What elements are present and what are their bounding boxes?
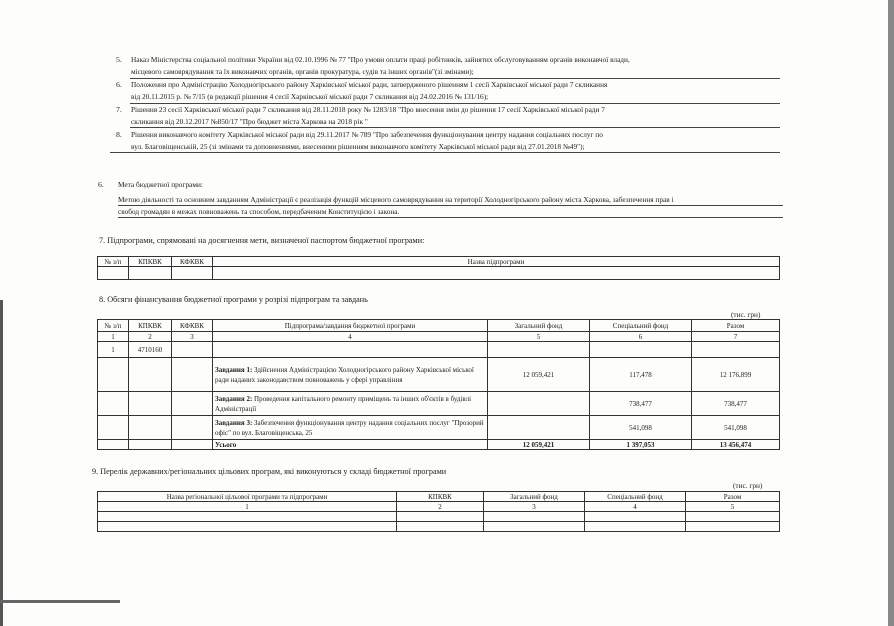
scan-edge-mark <box>0 300 3 626</box>
total-special-fund: 1 397,053 <box>590 440 692 450</box>
column-number: 5 <box>488 332 590 342</box>
header-cell: № з/п <box>98 257 129 267</box>
financing-title: 8. Обсяги фінансування бюджетної програми у розрізі підпрограм та завдань <box>99 295 368 304</box>
empty-cell <box>686 522 780 532</box>
subprograms-table <box>97 256 780 280</box>
column-number: 3 <box>172 332 213 342</box>
financing-table <box>97 319 780 450</box>
unit-label: (тис. грн) <box>731 310 761 319</box>
row-number: 1 <box>98 342 129 358</box>
unit-label: (тис. грн) <box>733 481 763 490</box>
column-number: 4 <box>585 502 686 512</box>
total-general-fund: 12 059,421 <box>488 440 590 450</box>
header-cell: КФКВК <box>172 320 213 332</box>
column-number: 6 <box>590 332 692 342</box>
empty-cell <box>172 267 213 280</box>
empty-cell <box>129 267 172 280</box>
header-cell: Підпрограма/завдання бюджетної програми <box>213 320 488 332</box>
task-text: Забезпечення функціонування центру надання соціальних послуг "Прозорий офіс" по вул. Благовіщенська, 25 <box>215 418 484 437</box>
scan-edge-mark <box>0 600 120 603</box>
target-programs-title: 9. Перелік державних/регіональних цільових програм, які виконуються у складі бюджетної програми <box>92 467 447 476</box>
empty-cell <box>98 522 397 532</box>
divider <box>110 152 780 153</box>
empty-cell <box>98 416 129 440</box>
header-cell: КПКВК <box>129 320 172 332</box>
act-number: 8. <box>116 130 122 139</box>
act-text: вул. Благовіщенській, 25 (зі змінами та доповненнями, внесеними рішенням виконавчого комітету Харківської міської ради від 27.01.2018 №49"); <box>131 142 585 151</box>
column-number: 1 <box>98 502 397 512</box>
act-text: місцевого самоврядування та їх виконавчих органів, органів прокуратура, судів та інших органів"(зі змінами); <box>131 67 474 76</box>
kpkvk-cell: 4710160 <box>129 342 172 358</box>
column-number: 7 <box>692 332 780 342</box>
empty-cell <box>172 440 213 450</box>
general-fund-cell <box>488 416 590 440</box>
task-text: Здійснення Адміністрацією Холодногірського району Харківської міської ради наданих законодавством повноважень у сфері управління <box>215 365 474 384</box>
empty-cell <box>129 358 172 392</box>
act-text: скликання від 20.12.2017 №850/17 "Про бюджет міста Харкова на 2018 рік " <box>131 117 368 126</box>
empty-cell <box>129 392 172 416</box>
act-text: Положення про Адміністрацію Холодногірського району Харківської міської ради, затвердженого рішенням 1 сесії Харківської міської ради 7 скликання <box>131 80 608 89</box>
empty-cell <box>129 416 172 440</box>
empty-cell <box>98 392 129 416</box>
header-cell: № з/п <box>98 320 129 332</box>
task-text: Проведення капітального ремонту приміщень та інших об'єктів в будівлі Адміністрації <box>215 394 472 413</box>
total-label: Усього <box>213 440 488 450</box>
act-text: від 20.11.2015 р. № 7/15 (в редакції рішення 4 сесії Харківської міської ради 7 скликання від 24.02.2016 № 131/16); <box>131 92 489 101</box>
total-cell: 738,477 <box>692 392 780 416</box>
empty-cell <box>397 512 484 522</box>
empty-cell <box>213 342 488 358</box>
task-cell <box>213 358 488 392</box>
header-cell: КПКВК <box>129 257 172 267</box>
total-row <box>98 440 780 450</box>
table-row <box>98 358 780 392</box>
empty-cell <box>172 392 213 416</box>
empty-cell <box>129 440 172 450</box>
section-title: Мета бюджетної програми: <box>118 180 203 189</box>
total-cell: 12 176,899 <box>692 358 780 392</box>
act-text: Рішення 23 сесії Харківської міської ради 7 скликання від 28.11.2018 року № 1283/18 "Про внесення змін до рішення 17 сесії Харківської міської ради 7 <box>131 105 605 114</box>
empty-cell <box>484 512 585 522</box>
empty-cell <box>213 267 780 280</box>
empty-cell <box>488 342 590 358</box>
target-programs-table <box>97 491 780 532</box>
header-cell: Разом <box>692 320 780 332</box>
task-label: Завдання 1: <box>215 365 253 374</box>
column-number: 4 <box>213 332 488 342</box>
special-fund-cell: 117,478 <box>590 358 692 392</box>
column-number: 2 <box>397 502 484 512</box>
empty-cell <box>692 342 780 358</box>
grand-total: 13 456,474 <box>692 440 780 450</box>
table-row <box>98 392 780 416</box>
column-number: 2 <box>129 332 172 342</box>
act-number: 7. <box>116 105 122 114</box>
scan-edge-mark <box>888 0 894 626</box>
subprograms-title: 7. Підпрограми, спрямовані на досягнення мети, визначеної паспортом бюджетної програми: <box>99 236 425 245</box>
header-cell: Назва підпрограми <box>213 257 780 267</box>
empty-cell <box>585 522 686 532</box>
general-fund-cell <box>488 392 590 416</box>
act-number: 6. <box>116 80 122 89</box>
header-cell: Загальний фонд <box>484 492 585 502</box>
column-number: 3 <box>484 502 585 512</box>
empty-cell <box>590 342 692 358</box>
empty-cell <box>98 440 129 450</box>
total-cell: 541,098 <box>692 416 780 440</box>
empty-cell <box>98 267 129 280</box>
divider <box>130 127 780 128</box>
empty-cell <box>397 522 484 532</box>
act-text: Наказ Міністерства соціальної політики України від 02.10.1996 № 77 "Про умови оплати праці робітників, зайнятих обслуговуванням органів виконавчої влади, <box>131 55 630 64</box>
header-cell: Спеціальний фонд <box>590 320 692 332</box>
special-fund-cell: 738,477 <box>590 392 692 416</box>
divider <box>118 217 783 218</box>
empty-cell <box>98 512 397 522</box>
table-row <box>98 416 780 440</box>
header-cell: КПКВК <box>397 492 484 502</box>
column-number: 5 <box>686 502 780 512</box>
task-label: Завдання 2: <box>215 394 253 403</box>
act-text: Рішення виконавчого комітету Харківської міської ради від 29.11.2017 № 789 "Про забезпечення функціонування центру надання соціальних послуг по <box>131 130 603 139</box>
empty-cell <box>172 416 213 440</box>
general-fund-cell: 12 059,421 <box>488 358 590 392</box>
empty-cell <box>172 342 213 358</box>
act-number: 5. <box>116 55 122 64</box>
section-number: 6. <box>98 180 104 189</box>
divider <box>130 78 780 79</box>
empty-cell <box>686 512 780 522</box>
header-cell: Назва регіональної цільової програми та підпрограми <box>98 492 397 502</box>
divider <box>118 205 783 206</box>
divider <box>130 103 780 104</box>
task-cell <box>213 416 488 440</box>
empty-cell <box>484 522 585 532</box>
header-cell: Спеціальний фонд <box>585 492 686 502</box>
empty-cell <box>585 512 686 522</box>
task-cell <box>213 392 488 416</box>
special-fund-cell: 541,098 <box>590 416 692 440</box>
header-cell: Загальний фонд <box>488 320 590 332</box>
goal-text: свобод громадян в межах повноважень та способом, передбаченим Конституцією і закона. <box>118 207 400 216</box>
header-cell: КФКВК <box>172 257 213 267</box>
task-label: Завдання 3: <box>215 418 253 427</box>
column-number: 1 <box>98 332 129 342</box>
goal-text: Метою діяльності та основним завданням Адміністрації є реалізація функцій місцевого самоврядування на території Холодногірського району міста Харкова, забезпечення прав і <box>118 195 674 204</box>
empty-cell <box>98 358 129 392</box>
header-cell: Разом <box>686 492 780 502</box>
empty-cell <box>172 358 213 392</box>
